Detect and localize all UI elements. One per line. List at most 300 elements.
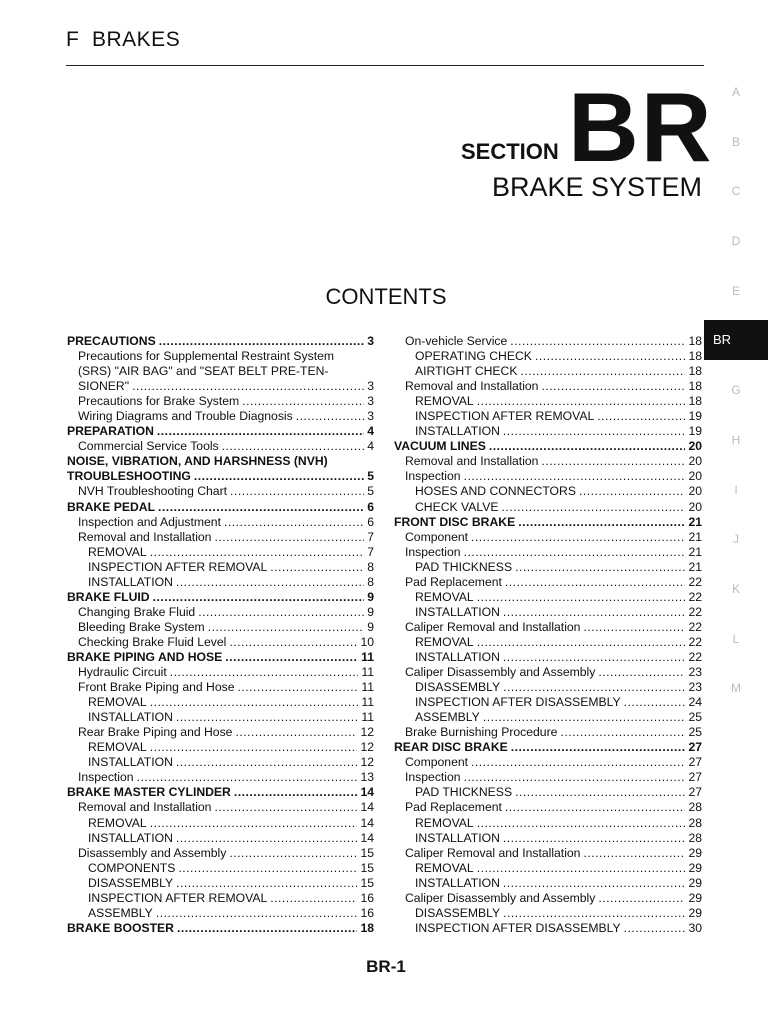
toc-entry-page: 3	[367, 394, 374, 409]
toc-entry-page: 19	[688, 424, 702, 439]
toc-entry-title: INSPECTION AFTER REMOVAL	[88, 890, 268, 905]
toc-entry[interactable]	[67, 515, 374, 530]
toc-entry[interactable]	[394, 650, 702, 665]
toc-entry-title: CHECK VALVE	[415, 499, 499, 514]
toc-leader-dots	[137, 770, 358, 785]
section-tab-g[interactable]: G	[731, 383, 741, 398]
toc-entry[interactable]	[394, 861, 702, 876]
toc-entry-title: Caliper Disassembly and Assembly	[405, 665, 596, 680]
toc-entry-page: 29	[688, 845, 702, 860]
toc-entry-title: Hydraulic Circuit	[78, 665, 167, 680]
toc-entry-title: HOSES AND CONNECTORS	[415, 484, 576, 499]
toc-entry[interactable]	[67, 680, 374, 695]
toc-leader-dots	[477, 861, 686, 876]
section-tab-a[interactable]: A	[731, 85, 740, 99]
toc-entry[interactable]	[67, 695, 374, 710]
toc-entry-page: 18	[688, 394, 702, 409]
toc-entry[interactable]	[67, 725, 374, 740]
toc-entry[interactable]	[394, 816, 702, 831]
toc-entry-page: 28	[688, 830, 702, 845]
toc-entry-title: SIONER"	[78, 379, 130, 394]
toc-leader-dots	[170, 665, 359, 680]
toc-leader-dots	[510, 334, 685, 349]
toc-entry[interactable]	[394, 515, 702, 530]
toc-leader-dots	[464, 469, 686, 484]
toc-entry[interactable]	[394, 469, 702, 484]
toc-entry-page: 11	[361, 649, 374, 664]
toc-leader-dots	[471, 755, 685, 770]
toc-entry-title: COMPONENTS	[88, 860, 176, 875]
toc-entry-title: INSTALLATION	[88, 755, 173, 770]
toc-entry[interactable]	[394, 680, 702, 695]
toc-entry-title: REMOVAL	[415, 394, 474, 409]
toc-entry[interactable]	[67, 620, 374, 635]
toc-leader-dots	[229, 846, 357, 861]
toc-entry[interactable]	[394, 695, 702, 710]
toc-entry-title: BRAKE MASTER CYLINDER	[67, 785, 231, 800]
toc-entry-title: PAD THICKNESS	[415, 559, 513, 574]
toc-entry-page: 15	[360, 860, 374, 875]
category-letter: F	[66, 28, 80, 51]
toc-entry[interactable]	[394, 740, 702, 755]
toc-entry-page: 14	[360, 785, 374, 800]
toc-entry-page: 28	[688, 815, 702, 830]
toc-entry-page: 18	[688, 379, 702, 394]
toc-leader-dots	[222, 439, 365, 454]
toc-entry[interactable]	[394, 665, 702, 680]
toc-entry-page: 22	[688, 649, 702, 664]
toc-entry-page: 25	[688, 710, 702, 725]
toc-entry-title: REMOVAL	[415, 634, 474, 649]
toc-entry-page: 14	[360, 815, 374, 830]
toc-entry[interactable]	[67, 710, 374, 725]
toc-entry-page: 22	[688, 604, 702, 619]
section-category-header	[66, 28, 180, 52]
toc-leader-dots	[296, 409, 364, 424]
toc-leader-dots	[214, 530, 364, 545]
toc-entry-title: Commercial Service Tools	[78, 439, 219, 454]
toc-leader-dots	[560, 725, 685, 740]
toc-leader-dots	[503, 424, 686, 439]
toc-entry[interactable]	[67, 816, 374, 831]
section-title: BRAKE SYSTEM	[491, 172, 702, 202]
section-label: SECTION	[461, 139, 559, 164]
toc-entry-page: 4	[367, 424, 374, 439]
toc-entry[interactable]	[394, 334, 702, 349]
toc-left-column	[67, 334, 374, 936]
section-tab-k[interactable]: K	[731, 582, 740, 596]
toc-entry-title: Inspection	[405, 469, 461, 484]
toc-entry[interactable]	[67, 334, 374, 349]
toc-entry[interactable]	[67, 530, 374, 545]
toc-leader-dots	[150, 816, 358, 831]
section-tab-br[interactable]: BR	[704, 320, 768, 360]
toc-entry-title: BRAKE PIPING AND HOSE	[67, 649, 223, 664]
toc-entry[interactable]	[67, 665, 374, 680]
toc-entry[interactable]	[394, 424, 702, 439]
toc-entry-page: 20	[688, 454, 702, 469]
toc-entry-title: INSTALLATION	[415, 604, 500, 619]
toc-entry-page: 4	[367, 439, 374, 454]
toc-entry[interactable]	[394, 590, 702, 605]
toc-entry-page: 15	[360, 875, 374, 890]
toc-entry[interactable]	[67, 605, 374, 620]
section-tab-e[interactable]: E	[731, 283, 740, 298]
toc-entry[interactable]	[67, 575, 374, 590]
toc-entry[interactable]	[67, 861, 374, 876]
toc-entry-page: 11	[361, 695, 374, 710]
toc-entry-title: BRAKE BOOSTER	[67, 920, 174, 935]
toc-leader-dots	[489, 439, 686, 454]
toc-entry-title: INSTALLATION	[415, 649, 500, 664]
toc-leader-dots	[208, 620, 365, 635]
toc-leader-dots	[503, 605, 686, 620]
toc-entry-page: 20	[688, 499, 702, 514]
toc-entry-page: 29	[688, 905, 702, 920]
toc-entry-title: Inspection and Adjustment	[78, 514, 221, 529]
toc-leader-dots	[132, 379, 364, 394]
toc-entry-title: INSPECTION AFTER REMOVAL	[415, 409, 595, 424]
toc-entry[interactable]	[67, 740, 374, 755]
toc-entry-title: Front Brake Piping and Hose	[78, 680, 235, 695]
toc-entry[interactable]	[394, 484, 702, 499]
toc-entry[interactable]	[394, 605, 702, 620]
toc-entry-page: 3	[367, 409, 374, 424]
toc-entry-page: 15	[360, 845, 374, 860]
toc-entry[interactable]	[394, 891, 702, 906]
toc-entry[interactable]	[394, 409, 702, 424]
toc-leader-dots	[597, 409, 685, 424]
toc-entry-title: Brake Burnishing Procedure	[405, 725, 558, 740]
toc-entry-page: 29	[688, 860, 702, 875]
toc-entry-title: Pad Replacement	[405, 800, 502, 815]
toc-entry-title: PRECAUTIONS	[67, 334, 156, 348]
toc-leader-dots	[505, 575, 686, 590]
toc-leader-dots	[518, 515, 685, 530]
toc-entry[interactable]	[394, 921, 702, 936]
toc-entry-page: 12	[360, 755, 374, 770]
page-number: BR-1	[366, 957, 406, 976]
toc-entry-page: 16	[360, 905, 374, 920]
toc-entry-title: VACUUM LINES	[394, 439, 486, 454]
toc-leader-dots	[503, 650, 686, 665]
toc-entry[interactable]	[394, 846, 702, 861]
toc-entry[interactable]	[394, 710, 702, 725]
toc-entry[interactable]	[67, 424, 374, 439]
toc-entry[interactable]	[67, 770, 374, 785]
toc-entry[interactable]	[67, 349, 374, 364]
toc-entry-title: INSTALLATION	[88, 830, 173, 845]
toc-entry[interactable]	[67, 891, 374, 906]
toc-entry-title: Bleeding Brake System	[78, 619, 205, 634]
toc-entry-title: INSTALLATION	[88, 710, 173, 725]
toc-entry[interactable]	[67, 500, 374, 515]
toc-entry-title: Caliper Removal and Installation	[405, 845, 581, 860]
toc-entry-page: 21	[688, 529, 702, 544]
toc-entry-page: 16	[360, 890, 374, 905]
toc-entry-page: 3	[367, 379, 374, 394]
section-index-tabs	[704, 0, 768, 1024]
toc-entry[interactable]	[67, 409, 374, 424]
toc-entry[interactable]	[67, 364, 374, 379]
toc-entry-title: REMOVAL	[415, 860, 474, 875]
toc-entry-page: 27	[688, 755, 702, 770]
toc-entry[interactable]	[394, 560, 702, 575]
toc-entry-title: ASSEMBLY	[415, 710, 480, 725]
toc-leader-dots	[477, 590, 686, 605]
toc-entry[interactable]	[394, 755, 702, 770]
toc-leader-dots	[598, 891, 685, 906]
toc-entry-title: Component	[405, 529, 469, 544]
section-tab-i[interactable]: I	[734, 482, 738, 497]
toc-leader-dots	[511, 740, 686, 755]
toc-leader-dots	[159, 334, 365, 349]
toc-entry[interactable]	[394, 831, 702, 846]
toc-entry-page: 12	[360, 740, 374, 755]
toc-entry-page: 21	[688, 559, 702, 574]
toc-entry[interactable]	[67, 560, 374, 575]
toc-entry-page: 18	[688, 364, 702, 379]
toc-entry-title: REMOVAL	[88, 544, 147, 559]
toc-entry-title: REAR DISC BRAKE	[394, 740, 508, 755]
toc-leader-dots	[477, 635, 686, 650]
toc-entry-page: 30	[688, 920, 702, 935]
toc-entry[interactable]	[394, 770, 702, 785]
toc-entry-page: 19	[688, 409, 702, 424]
toc-entry-page: 5	[367, 484, 374, 499]
toc-leader-dots	[515, 560, 685, 575]
toc-entry-page: 27	[688, 770, 702, 785]
toc-leader-dots	[477, 816, 686, 831]
toc-leader-dots	[579, 484, 685, 499]
toc-entry[interactable]	[67, 831, 374, 846]
toc-entry[interactable]	[67, 590, 374, 605]
toc-entry-page: 9	[367, 589, 374, 604]
toc-leader-dots	[229, 635, 357, 650]
toc-entry-page: 29	[688, 890, 702, 905]
toc-entry[interactable]	[394, 635, 702, 650]
toc-leader-dots	[483, 710, 686, 725]
toc-entry-title: TROUBLESHOOTING	[67, 469, 191, 484]
toc-entry-title: Caliper Removal and Installation	[405, 619, 581, 634]
toc-entry-page: 20	[688, 484, 702, 499]
toc-entry[interactable]	[394, 545, 702, 560]
toc-entry-page: 22	[688, 634, 702, 649]
toc-entry[interactable]	[67, 394, 374, 409]
toc-entry[interactable]	[394, 906, 702, 921]
section-tab-c[interactable]: C	[731, 184, 741, 199]
toc-leader-dots	[477, 394, 686, 409]
toc-entry-page: 27	[688, 740, 702, 755]
toc-entry-title: Wiring Diagrams and Trouble Diagnosis	[78, 409, 293, 424]
toc-entry-page: 11	[361, 665, 374, 680]
toc-entry[interactable]	[67, 439, 374, 454]
toc-leader-dots	[176, 755, 358, 770]
toc-entry[interactable]	[67, 635, 374, 650]
toc-entry[interactable]	[394, 725, 702, 740]
toc-entry-title: Rear Brake Piping and Hose	[78, 725, 233, 740]
toc-entry[interactable]	[394, 439, 702, 454]
toc-entry-page: 11	[361, 680, 374, 695]
toc-entry-title: Precautions for Supplemental Restraint System	[78, 349, 335, 364]
toc-entry[interactable]	[394, 876, 702, 891]
toc-entry-title: INSTALLATION	[88, 574, 173, 589]
toc-leader-dots	[541, 379, 685, 394]
toc-leader-dots	[157, 424, 364, 439]
toc-entry-title: Checking Brake Fluid Level	[78, 634, 227, 649]
toc-entry-page: 23	[688, 680, 702, 695]
toc-entry-title: DISASSEMBLY	[415, 680, 501, 695]
toc-entry[interactable]	[67, 755, 374, 770]
toc-entry[interactable]	[67, 469, 374, 484]
toc-leader-dots	[520, 364, 685, 379]
toc-entry-page: 6	[367, 499, 374, 514]
section-tab-m[interactable]: M	[731, 681, 741, 696]
toc-entry-title: Removal and Installation	[78, 800, 212, 815]
section-tab-d[interactable]: D	[731, 234, 741, 249]
toc-entry-title: INSPECTION AFTER DISASSEMBLY	[415, 920, 621, 935]
toc-entry-page: 25	[688, 725, 702, 740]
toc-entry-page: 8	[367, 574, 374, 589]
toc-entry-title: Pad Replacement	[405, 574, 502, 589]
toc-leader-dots	[242, 394, 364, 409]
toc-entry-title: Inspection	[405, 544, 461, 559]
toc-entry[interactable]	[67, 785, 374, 800]
toc-entry-title: FRONT DISC BRAKE	[394, 514, 516, 529]
toc-entry-page: 5	[367, 469, 374, 484]
toc-entry[interactable]	[67, 545, 374, 560]
toc-entry[interactable]	[67, 921, 374, 936]
toc-entry-page: 18	[360, 920, 374, 935]
toc-entry-title: Changing Brake Fluid	[78, 604, 196, 619]
toc-entry-page: 27	[688, 785, 702, 800]
toc-leader-dots	[176, 710, 358, 725]
toc-entry[interactable]	[67, 876, 374, 891]
toc-entry[interactable]	[394, 500, 702, 515]
toc-leader-dots	[176, 575, 364, 590]
toc-entry-page: 9	[367, 619, 374, 634]
toc-entry-title: NVH Troubleshooting Chart	[78, 484, 228, 499]
toc-leader-dots	[503, 680, 685, 695]
toc-leader-dots	[583, 620, 685, 635]
toc-entry[interactable]	[394, 620, 702, 635]
toc-leader-dots	[158, 500, 364, 515]
toc-leader-dots	[177, 921, 357, 936]
toc-entry[interactable]	[67, 846, 374, 861]
toc-entry[interactable]	[67, 454, 374, 469]
toc-entry-title: Precautions for Brake System	[78, 394, 240, 409]
toc-leader-dots	[230, 484, 364, 499]
toc-entry[interactable]	[394, 364, 702, 379]
toc-entry-title: Removal and Installation	[405, 379, 539, 394]
toc-leader-dots	[464, 545, 686, 560]
toc-entry-title: Disassembly and Assembly	[78, 845, 227, 860]
toc-leader-dots	[150, 740, 358, 755]
toc-leader-dots	[235, 725, 357, 740]
toc-entry-page: 11	[361, 710, 374, 725]
toc-entry-page: 9	[367, 604, 374, 619]
toc-leader-dots	[198, 605, 364, 620]
toc-leader-dots	[194, 469, 364, 484]
toc-entry-title: REMOVAL	[88, 740, 147, 755]
toc-entry[interactable]	[394, 379, 702, 394]
toc-leader-dots	[505, 800, 686, 815]
toc-entry[interactable]	[394, 394, 702, 409]
toc-entry[interactable]	[394, 785, 702, 800]
toc-leader-dots	[150, 695, 359, 710]
toc-entry-title: PREPARATION	[67, 424, 154, 439]
toc-entry[interactable]	[67, 484, 374, 499]
toc-leader-dots	[156, 906, 358, 921]
toc-entry-title: REMOVAL	[88, 815, 147, 830]
toc-entry-title: Component	[405, 755, 469, 770]
toc-entry-title: OPERATING CHECK	[415, 349, 532, 364]
toc-entry-page: 20	[688, 469, 702, 484]
toc-entry-title: On-vehicle Service	[405, 334, 508, 348]
toc-leader-dots	[178, 861, 357, 876]
toc-leader-dots	[503, 876, 686, 891]
toc-entry-page: 29	[688, 875, 702, 890]
toc-entry[interactable]	[394, 530, 702, 545]
toc-leader-dots	[624, 921, 686, 936]
toc-entry-title: INSPECTION AFTER DISASSEMBLY	[415, 695, 621, 710]
toc-entry-page: 13	[360, 770, 374, 785]
toc-entry[interactable]	[394, 575, 702, 590]
toc-entry-title: INSTALLATION	[415, 830, 500, 845]
toc-entry[interactable]	[394, 454, 702, 469]
toc-entry-page: 12	[360, 725, 374, 740]
toc-entry-page: 21	[688, 514, 702, 529]
section-tab-j[interactable]: J	[733, 532, 739, 547]
toc-entry-title: INSTALLATION	[415, 424, 500, 439]
section-tab-b[interactable]: B	[731, 134, 740, 149]
toc-entry-title: REMOVAL	[415, 815, 474, 830]
toc-entry[interactable]	[394, 349, 702, 364]
toc-leader-dots	[515, 785, 685, 800]
toc-leader-dots	[176, 831, 358, 846]
toc-entry[interactable]	[67, 906, 374, 921]
toc-entry-page: 10	[360, 634, 374, 649]
toc-entry-page: 3	[367, 334, 374, 348]
toc-leader-dots	[471, 530, 685, 545]
toc-entry-page: 14	[360, 800, 374, 815]
toc-leader-dots	[464, 770, 686, 785]
toc-entry-page: 22	[688, 574, 702, 589]
toc-entry-page: 22	[688, 589, 702, 604]
section-tab-h[interactable]: H	[731, 432, 741, 447]
toc-entry[interactable]	[67, 650, 374, 665]
section-tab-l[interactable]: L	[732, 631, 740, 646]
toc-entry-title: Removal and Installation	[78, 529, 212, 544]
toc-entry[interactable]	[67, 379, 374, 394]
toc-entry[interactable]	[394, 800, 702, 815]
toc-leader-dots	[176, 876, 357, 891]
toc-entry-page: 14	[360, 830, 374, 845]
toc-leader-dots	[503, 831, 686, 846]
toc-entry-title: Inspection	[405, 770, 461, 785]
toc-entry-title: REMOVAL	[88, 695, 147, 710]
toc-entry-page: 24	[688, 695, 702, 710]
toc-entry-title: DISASSEMBLY	[415, 905, 501, 920]
toc-leader-dots	[541, 454, 685, 469]
toc-entry-page: 18	[688, 334, 702, 348]
toc-right-column	[394, 334, 702, 936]
toc-entry-page: 21	[688, 544, 702, 559]
contents-heading: CONTENTS	[325, 284, 447, 309]
toc-entry-page: 7	[367, 544, 374, 559]
toc-entry-title: PAD THICKNESS	[415, 785, 513, 800]
toc-entry[interactable]	[67, 800, 374, 815]
